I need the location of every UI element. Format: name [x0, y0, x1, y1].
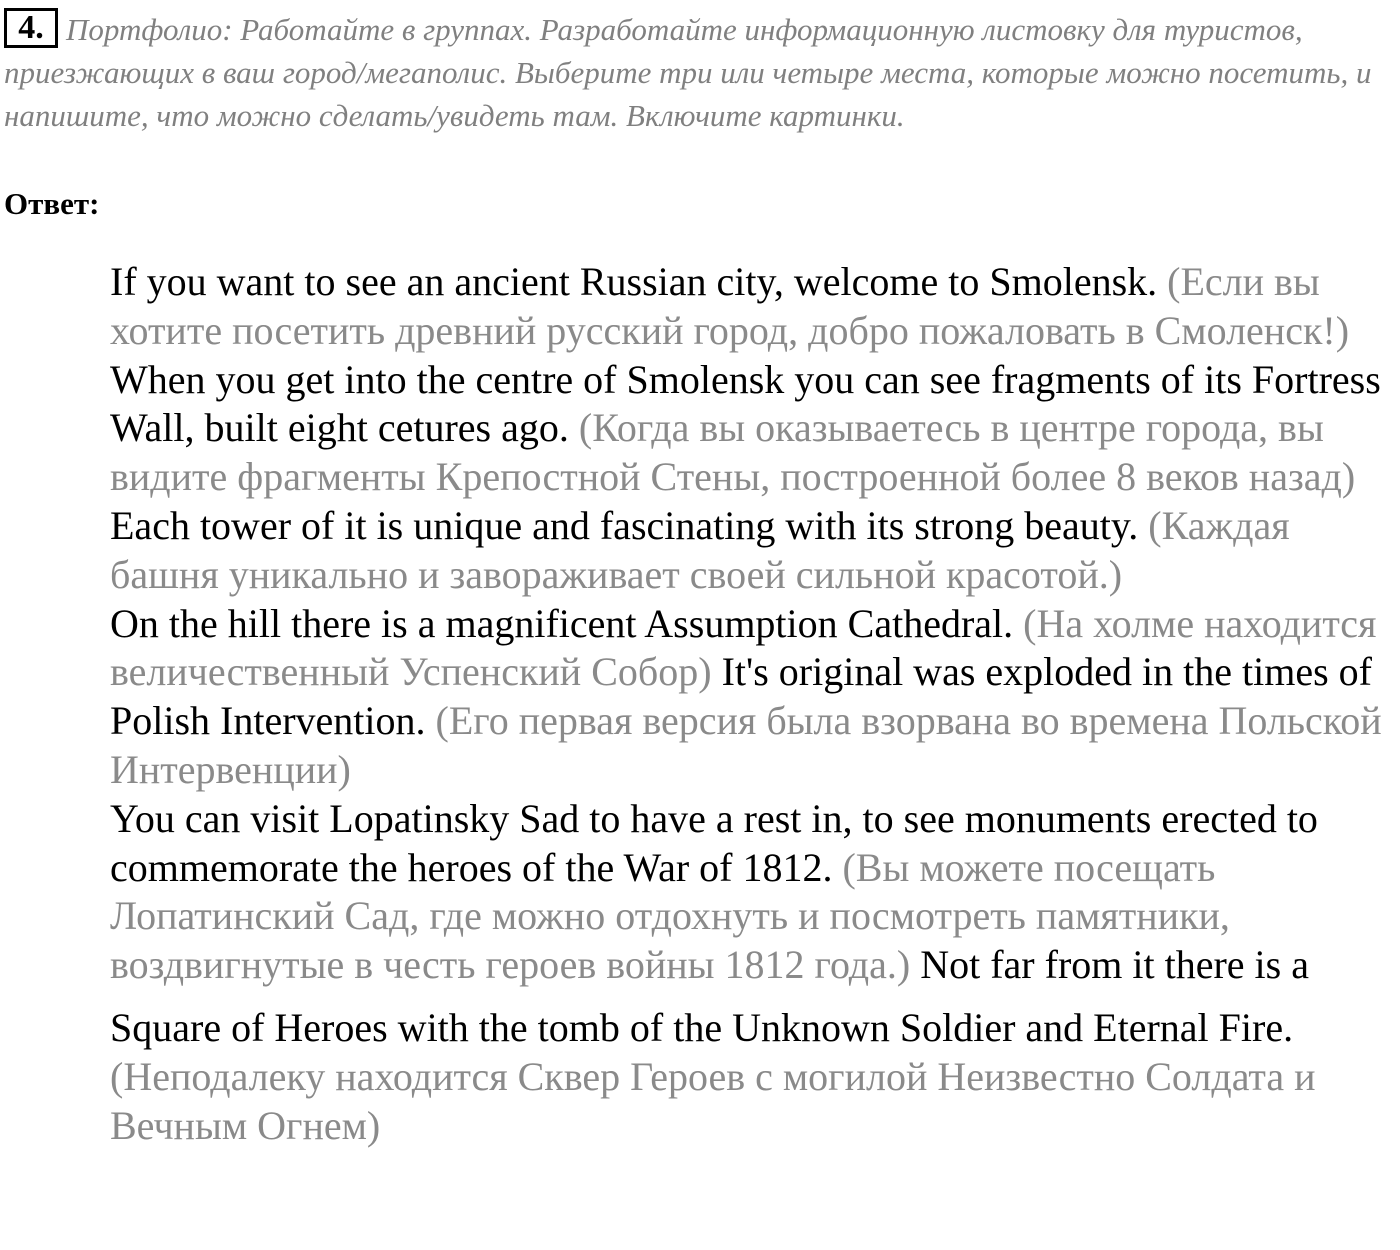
- russian-translation: (Если вы хотите посетить древний русский город, добро пожаловать в Смоленск!): [110, 259, 1350, 353]
- english-sentence: It's original was exploded in the times of Polish Intervention.: [110, 649, 1372, 744]
- russian-translation: (Его первая версия была взорвана во времена Польской Интервенции): [110, 698, 1382, 792]
- russian-translation: (На холме находится величественный Успенский Собор): [110, 600, 1377, 695]
- task-text: Портфолио: Работайте в группах. Разработайте информационную листовку для туристов, приезжающих в ваш город/мегаполис. Выберите три или четыре места, которые можно посетить, и напишите, что можно сделать/увидеть там. Включите картинки.: [4, 12, 1372, 133]
- english-sentence: On the hill there is a magnificent Assumption Cathedral.: [110, 600, 1014, 646]
- english-sentence: When you get into the centre of Smolensk you can see fragments of its Fortress Wall, built eight cetures ago.: [110, 356, 1381, 451]
- task-number-box: 4.: [4, 8, 58, 48]
- russian-translation: (Каждая башня уникально и завораживает своей сильной красотой.): [110, 502, 1290, 597]
- answer-paragraph-smolensk: [110, 258, 1400, 356]
- answer-paragraph-fortress-wall: [110, 356, 1400, 600]
- answer-paragraph-lopatinsky-sad: [110, 795, 1400, 1151]
- answer-paragraph-cathedral: [110, 600, 1400, 795]
- russian-translation: (Неподалеку находится Сквер Героев с могилой Неизвестно Солдата и Вечным Огнем): [110, 1053, 1316, 1148]
- english-sentence: Not far from it there is a: [920, 942, 1309, 988]
- english-sentence: If you want to see an ancient Russian city, welcome to Smolensk.: [110, 259, 1158, 304]
- russian-translation: (Когда вы оказываетесь в центре города, вы видите фрагменты Крепостной Стены, построенной более 8 веков назад): [110, 405, 1356, 500]
- answer-body: [110, 258, 1400, 1150]
- task-statement: [4, 8, 1394, 137]
- answer-label: Ответ:: [4, 186, 100, 221]
- english-sentence: Square of Heroes with the tomb of the Unknown Soldier and Eternal Fire.: [110, 1004, 1294, 1050]
- english-sentence: You can visit Lopatinsky Sad to have a rest in, to see monuments erected to commemorate the heroes of the War of 1812.: [110, 795, 1318, 890]
- line-gap: [110, 990, 1400, 1004]
- russian-translation: (Вы можете посещать Лопатинский Сад, где можно отдохнуть и посмотреть памятники, воздвигнутые в честь героев войны 1812 года.): [110, 844, 1230, 988]
- english-sentence: Each tower of it is unique and fascinating with its strong beauty.: [110, 502, 1139, 548]
